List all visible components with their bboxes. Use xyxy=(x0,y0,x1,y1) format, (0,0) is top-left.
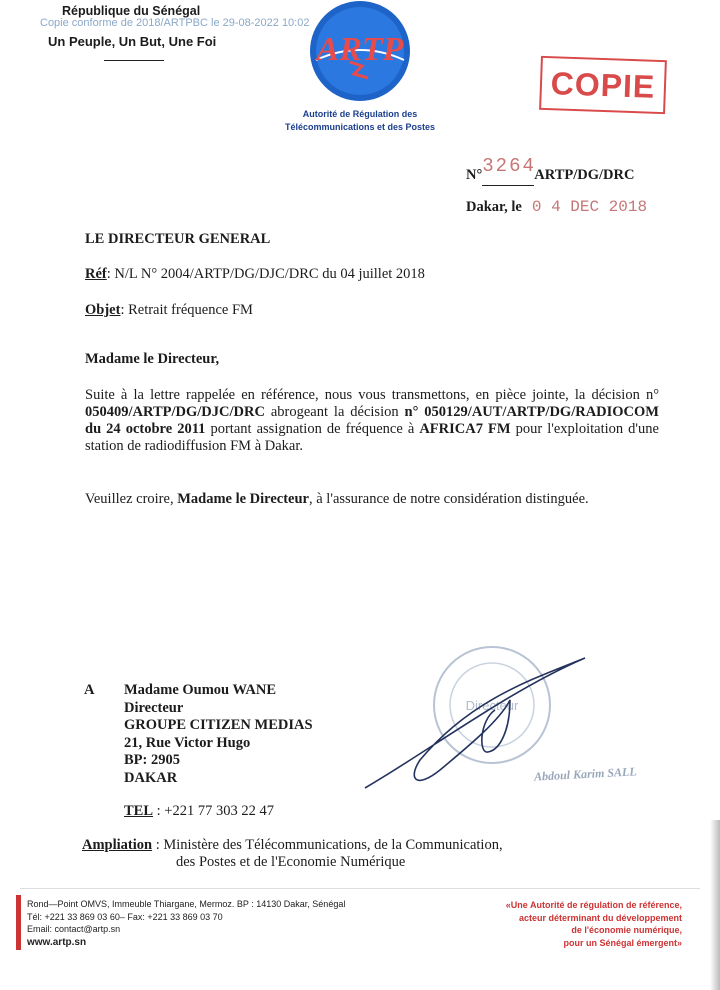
artp-logo-text: ARTP xyxy=(316,31,404,68)
signatory-name: Abdoul Karim SALL xyxy=(533,764,637,784)
phone-number: : +221 77 303 22 47 xyxy=(153,803,274,819)
place-label: Dakar, le xyxy=(466,199,522,215)
body-text-2: abrogeant la décision xyxy=(264,404,405,420)
ampliation-line1: : Ministère des Télécommunications, de la Communication, xyxy=(152,837,503,853)
number-prefix: N° xyxy=(466,167,483,183)
recipient-name: Madame Oumou WANE xyxy=(124,682,276,698)
reference-text: : N/L N° 2004/ARTP/DG/DJC/DRC du 04 juillet 2018 xyxy=(106,266,425,282)
page-edge-shadow xyxy=(710,820,720,990)
place-date xyxy=(466,198,647,216)
recipient-address xyxy=(124,682,313,787)
recipient-bp: BP: 2905 xyxy=(124,752,180,768)
ampliation-line2: des Postes et de l'Economie Numérique xyxy=(176,854,406,870)
recipient-city: DAKAR xyxy=(124,769,178,786)
recipient-company: GROUPE CITIZEN MEDIAS xyxy=(124,717,313,733)
closing-paragraph xyxy=(85,491,675,508)
closing-text-1: Veuillez croire, xyxy=(85,491,178,507)
national-motto: Un Peuple, Un But, Une Foi xyxy=(48,34,217,49)
letter-number xyxy=(466,155,635,186)
footer-phone: Tél: +221 33 869 03 60– Fax: +221 33 869 03 70 xyxy=(27,911,223,922)
artp-logo xyxy=(306,0,414,102)
footer-website: www.artp.sn xyxy=(27,936,87,948)
number-suffix: ARTP/DG/DRC xyxy=(534,167,635,183)
footer-email: Email: contact@artp.sn xyxy=(27,924,121,934)
ampliation xyxy=(82,837,503,871)
recipient-title: Directeur xyxy=(124,699,184,716)
sender-title: LE DIRECTEUR GENERAL xyxy=(85,231,271,247)
number-line xyxy=(482,155,536,186)
republic-heading: République du Sénégal xyxy=(62,4,201,18)
reference-line xyxy=(85,266,425,283)
recipient-label: A xyxy=(84,682,95,698)
salutation: Madame le Directeur, xyxy=(85,351,220,367)
certified-copy-stamp: Copie conforme de 2018/ARTPBC le 29-08-2022 10:02 xyxy=(40,17,310,29)
phone-label: TEL xyxy=(124,803,154,819)
organization-name xyxy=(280,108,440,134)
decision-number: 050409/ARTP/DG/DJC/DRC xyxy=(85,404,265,420)
body-text-1: Suite à la lettre rappelée en référence, nous vous transmettons, en pièce jointe, la décision n° xyxy=(85,387,659,403)
body-paragraph xyxy=(85,387,659,455)
reference-label: Réf xyxy=(85,266,107,282)
body-text-3: portant assignation de fréquence à xyxy=(205,421,420,437)
recipient-phone xyxy=(124,803,274,820)
organization-name-line1: Autorité de Régulation des xyxy=(302,109,418,119)
motto-underline xyxy=(104,60,164,61)
organization-name-line2: Télécommunications et des Postes xyxy=(284,122,436,132)
number-value: 3264 xyxy=(482,155,536,177)
abrogated-decision: n° 050129/AUT/ARTP/DG/RADIOCOM du 24 octobre 2011 xyxy=(85,404,659,437)
date-stamp: 0 4 DEC 2018 xyxy=(531,198,648,216)
recipient-street: 21, Rue Victor Hugo xyxy=(124,734,251,751)
subject-text: : Retrait fréquence FM xyxy=(120,302,253,318)
slogan-line2: acteur déterminant du développement xyxy=(518,912,682,923)
footer-address: Rond—Point OMVS, Immeuble Thiargane, Mermoz. BP : 14130 Dakar, Sénégal xyxy=(27,899,346,909)
station-name: AFRICA7 FM xyxy=(419,421,511,437)
ampliation-label: Ampliation xyxy=(82,837,153,853)
stamp-text: Directeur xyxy=(465,698,519,713)
closing-text-2: , à l'assurance de notre considération distinguée. xyxy=(309,491,589,507)
slogan-line3: de l'économie numérique, xyxy=(571,925,682,935)
closing-addressee: Madame le Directeur xyxy=(177,491,309,507)
subject-label: Objet xyxy=(85,302,121,318)
footer-contact xyxy=(27,898,345,949)
subject-line xyxy=(85,302,253,319)
body-text-4: pour l'exploitation d'une station de radiodiffusion FM à Dakar. xyxy=(85,421,659,454)
footer-divider xyxy=(20,888,700,889)
footer-slogan xyxy=(470,899,682,949)
slogan-line1: «Une Autorité de régulation de référence, xyxy=(505,900,682,910)
footer-accent-bar xyxy=(16,895,21,950)
copie-stamp: COPIE xyxy=(539,56,667,114)
slogan-line4: pour un Sénégal émergent» xyxy=(563,937,682,948)
